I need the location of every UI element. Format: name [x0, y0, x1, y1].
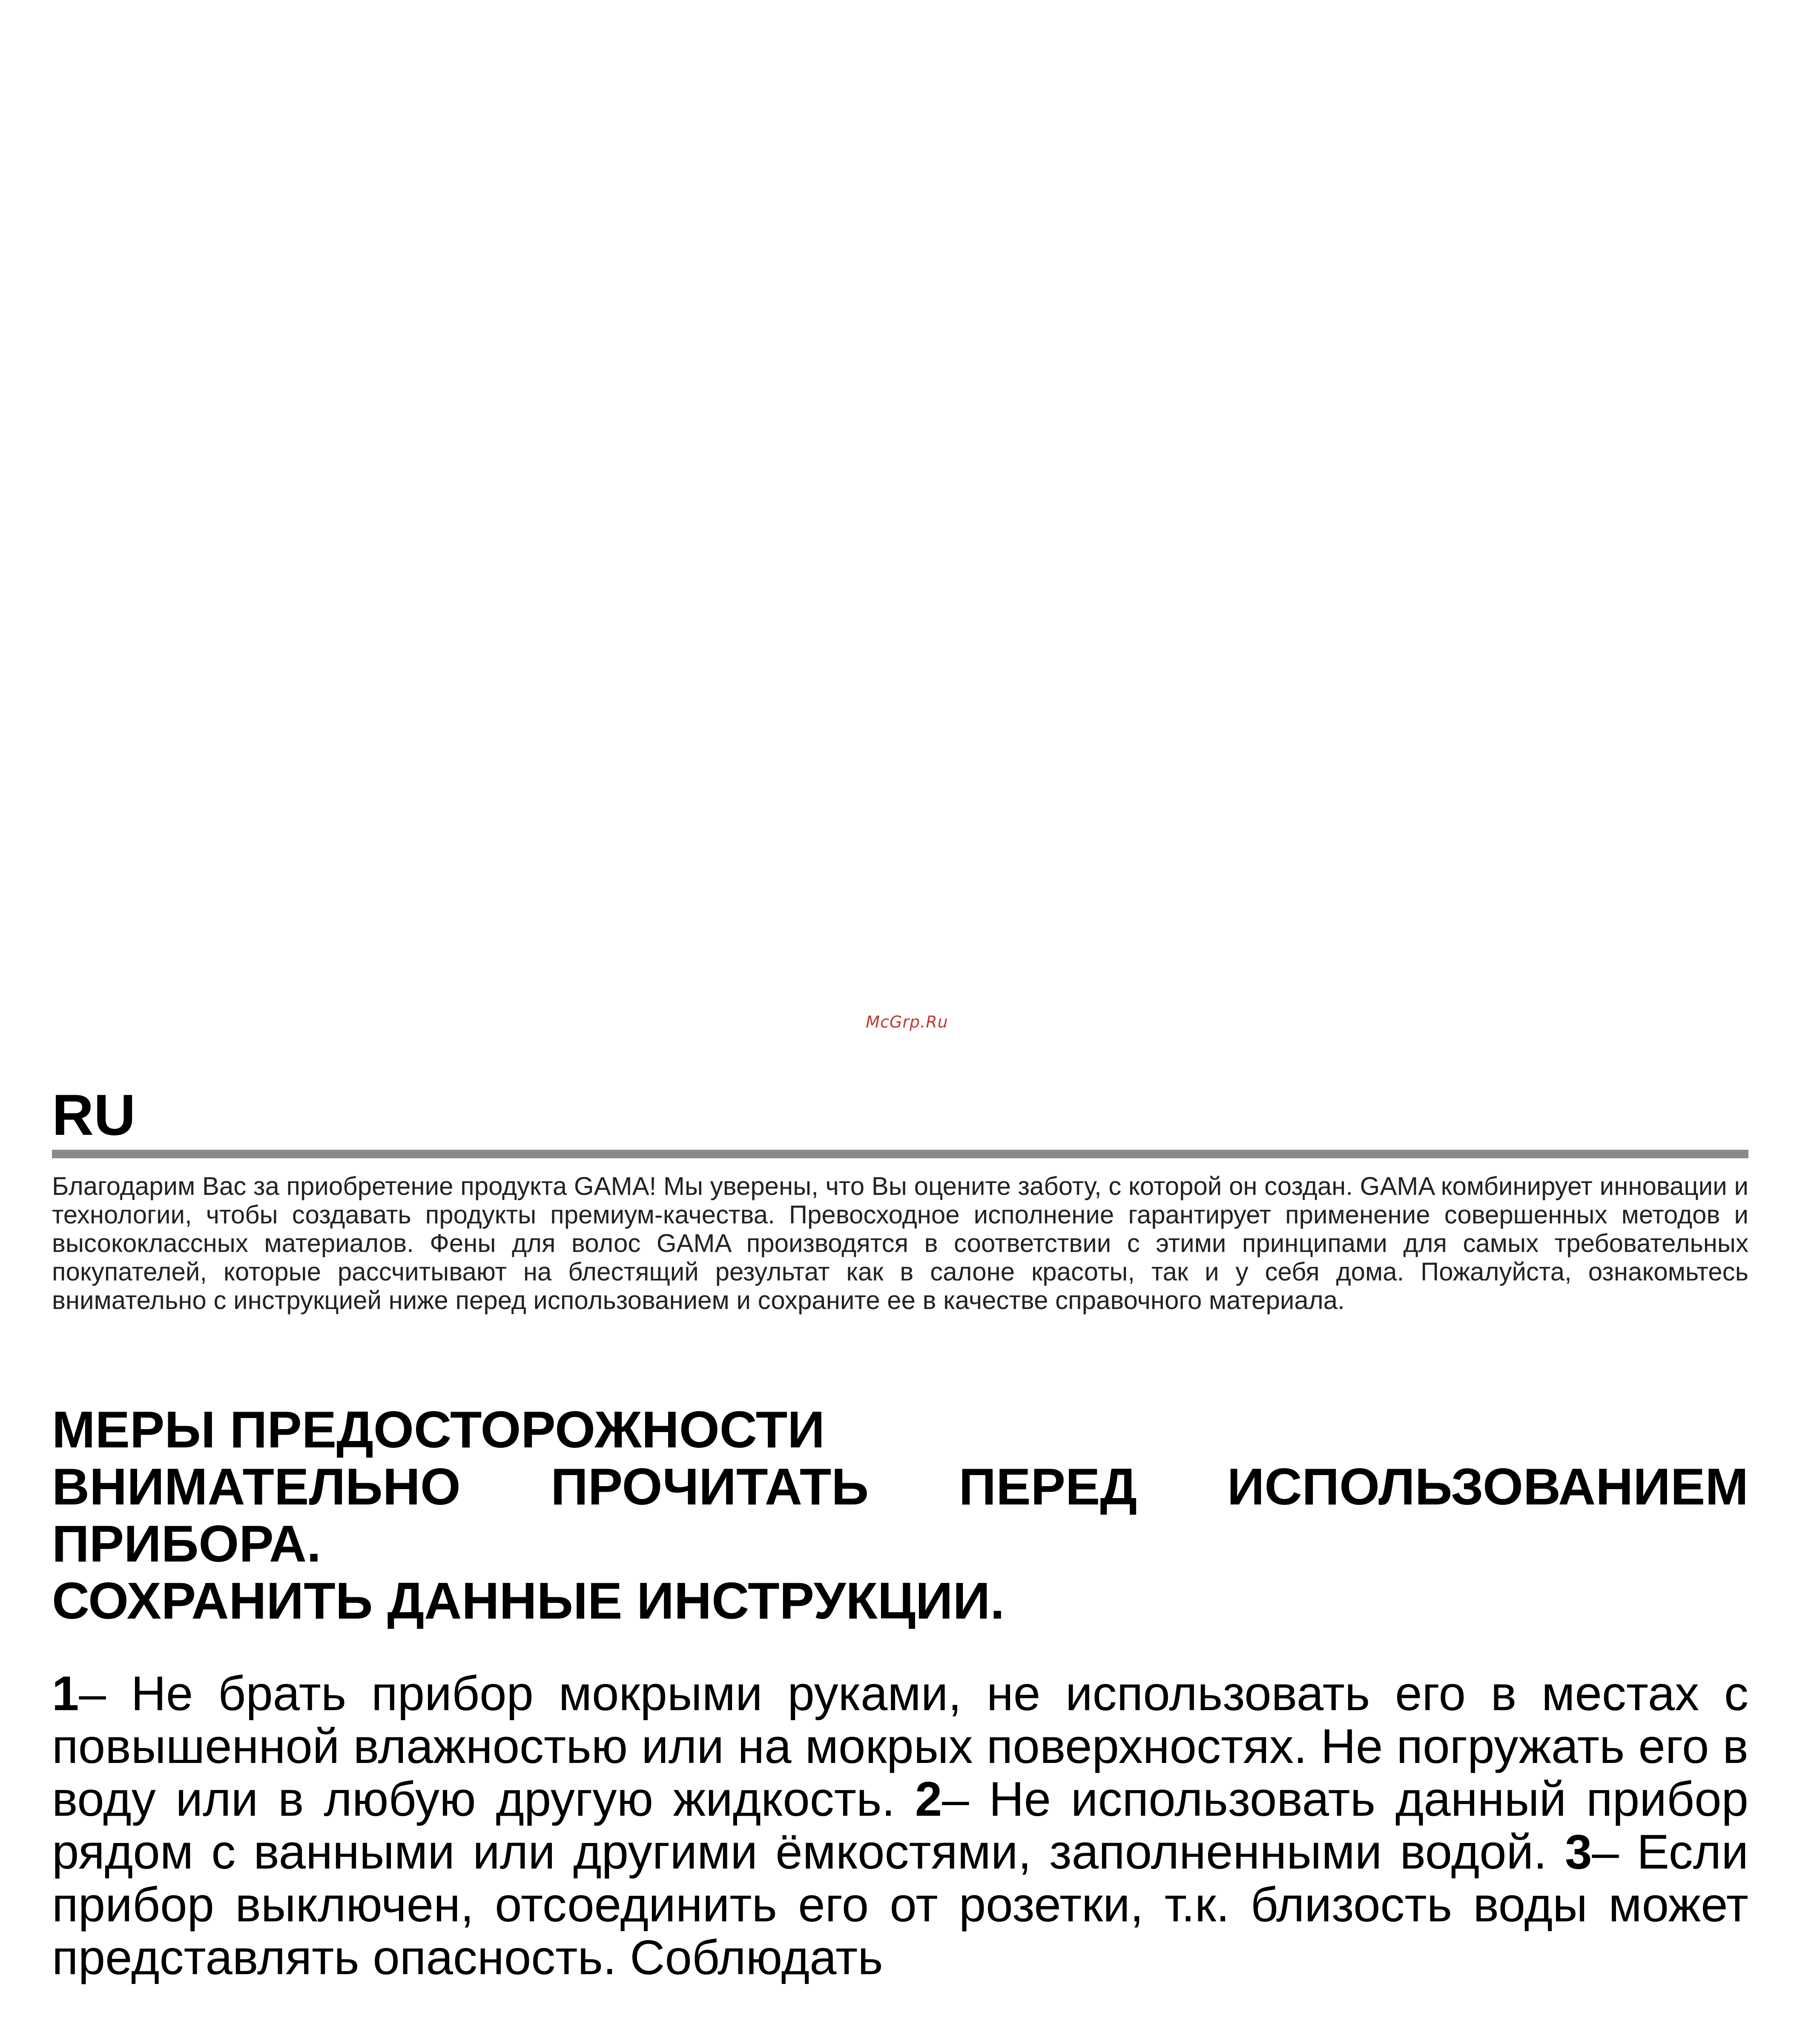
- language-code: RU: [52, 1082, 136, 1147]
- heading-read-before-use: ВНИМАТЕЛЬНО ПРОЧИТАТЬ ПЕРЕД ИСПОЛЬЗОВАНИЕМ: [52, 1458, 1748, 1516]
- safety-instructions: [52, 1668, 1748, 1984]
- section-divider: [52, 1150, 1748, 1158]
- heading-save-instructions: СОХРАНИТЬ ДАННЫЕ ИНСТРУКЦИИ.: [52, 1572, 1005, 1630]
- precautions-headings: [52, 1401, 1748, 1629]
- safety-item-number: 1: [52, 1667, 79, 1721]
- safety-item-text: – Не брать прибор мокрыми руками, не использовать его в местах с повышенной влажностью или на мокрых поверхностях. Не погружать его в воду или в любую другую жидкость.: [52, 1667, 1748, 1826]
- heading-read-before-use-continued: ПРИБОРА.: [52, 1515, 321, 1573]
- heading-precautions: МЕРЫ ПРЕДОСТОРОЖНОСТИ: [52, 1401, 825, 1458]
- safety-item-number: 2: [915, 1772, 942, 1826]
- safety-item-text: – Если прибор выключен, отсоединить его от розетки, т.к. близость воды может представлять опасность. Соблюдать: [52, 1825, 1748, 1985]
- safety-item-text: – Не использовать данный прибор рядом с ванными или другими ёмкостями, заполненными водой.: [52, 1772, 1748, 1879]
- safety-item-number: 3: [1565, 1825, 1592, 1879]
- watermark: McGrp.Ru: [866, 1013, 948, 1031]
- intro-paragraph: Благодарим Вас за приобретение продукта GAMA! Мы уверены, что Вы оцените заботу, с которой он создан. GAMA комбинирует инновации и технологии, чтобы создавать продукты премиум-качества. Превосходное исполнение гарантирует применение совершенных методов и высококлассных материалов. Фены для волос GAMA производятся в соответствии с этими принципами для самых требовательных покупателей, которые рассчитывают на блестящий результат как в салоне красоты, так и у себя дома. Пожалуйста, ознакомьтесь внимательно с инструкцией ниже перед использованием и сохраните ее в качестве справочного материала.: [52, 1172, 1748, 1315]
